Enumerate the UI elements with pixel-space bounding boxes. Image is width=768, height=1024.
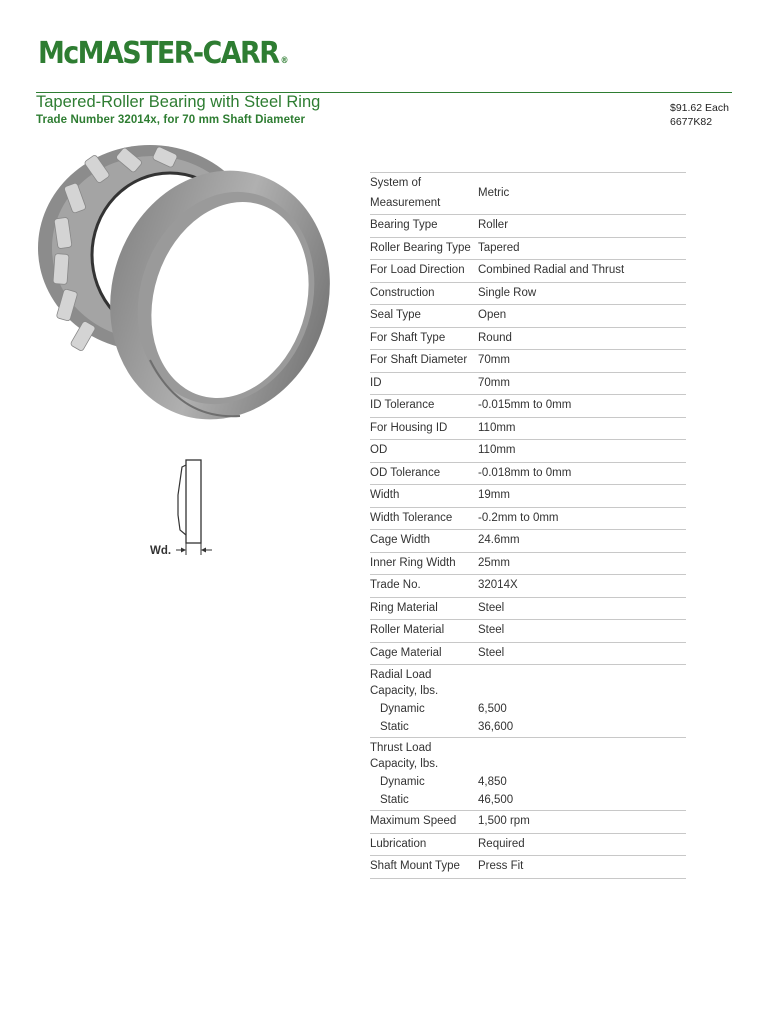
spec-row-thrust-load <box>370 738 686 811</box>
spec-label: System of Measurement <box>370 177 441 209</box>
spec-value: 110mm <box>478 421 516 434</box>
spec-row <box>370 350 686 373</box>
spec-sublabel: Static <box>380 793 409 806</box>
spec-value: 19mm <box>478 489 510 501</box>
brand-logo-text: McMASTER-CARR <box>38 36 279 71</box>
spec-label: For Load Direction <box>370 264 465 276</box>
spec-row <box>370 834 686 857</box>
spec-label: Inner Ring Width <box>370 556 456 569</box>
spec-row <box>370 811 686 834</box>
spec-label: For Shaft Type <box>370 331 446 344</box>
spec-value: 32014X <box>478 579 518 591</box>
spec-label: OD Tolerance <box>370 466 441 479</box>
spec-value: Steel <box>478 624 505 636</box>
spec-value: 70mm <box>478 376 510 389</box>
product-subtitle: Trade Number 32014x, for 70 mm Shaft Diameter <box>36 114 306 126</box>
spec-label: ID Tolerance <box>370 399 435 411</box>
spec-value: Tapered <box>478 241 520 254</box>
dimension-diagram <box>140 455 230 570</box>
spec-value: 46,500 <box>478 793 514 806</box>
spec-row <box>370 260 686 283</box>
spec-label: Width Tolerance <box>370 511 453 524</box>
spec-label: Lubrication <box>370 837 427 850</box>
spec-value: -0.2mm to 0mm <box>478 511 559 524</box>
spec-row <box>370 395 686 418</box>
spec-row <box>370 643 686 666</box>
spec-label: For Housing ID <box>370 421 448 434</box>
spec-value: 4,850 <box>478 776 507 788</box>
spec-row <box>370 485 686 508</box>
spec-row <box>370 553 686 576</box>
spec-label: Radial Load Capacity, lbs. <box>370 669 439 697</box>
spec-row-radial-load <box>370 665 686 738</box>
spec-label: Ring Material <box>370 601 438 614</box>
spec-value: Metric <box>478 186 510 199</box>
spec-value: 36,600 <box>478 720 514 733</box>
spec-value: 25mm <box>478 556 510 569</box>
spec-label: Roller Material <box>370 624 445 636</box>
spec-value: Press Fit <box>478 860 524 872</box>
spec-row <box>370 575 686 598</box>
spec-label: Thrust Load Capacity, lbs. <box>370 742 439 770</box>
spec-value: 110mm <box>478 444 516 456</box>
spec-row <box>370 173 686 215</box>
spec-value: -0.018mm to 0mm <box>478 466 572 479</box>
price-block <box>670 101 729 129</box>
spec-row <box>370 508 686 531</box>
spec-value: Combined Radial and Thrust <box>478 264 625 276</box>
spec-row <box>370 856 686 879</box>
spec-sublabel: Dynamic <box>380 776 425 788</box>
spec-row <box>370 463 686 486</box>
spec-label: For Shaft Diameter <box>370 354 468 366</box>
spec-value: 6,500 <box>478 703 507 715</box>
specifications-table <box>370 172 686 879</box>
spec-value: Round <box>478 331 512 344</box>
product-title: Tapered-Roller Bearing with Steel Ring <box>36 93 321 111</box>
spec-label: Maximum Speed <box>370 815 457 827</box>
spec-row <box>370 440 686 463</box>
width-dimension-label: Wd. <box>150 545 172 557</box>
part-number: 6677K82 <box>670 116 713 128</box>
spec-row <box>370 620 686 643</box>
spec-value: 24.6mm <box>478 534 520 546</box>
spec-label: ID <box>370 376 382 389</box>
spec-row <box>370 598 686 621</box>
brand-logo[interactable] <box>38 36 288 71</box>
spec-value: Required <box>478 837 525 850</box>
spec-label: Width <box>370 489 400 501</box>
spec-label: Roller Bearing Type <box>370 241 471 254</box>
spec-sublabel: Dynamic <box>380 703 425 715</box>
spec-value: Steel <box>478 646 505 659</box>
spec-value: Open <box>478 309 507 321</box>
spec-label: OD <box>370 444 388 456</box>
spec-value: 1,500 rpm <box>478 815 530 827</box>
spec-label: Cage Material <box>370 646 442 659</box>
spec-label: Construction <box>370 286 435 299</box>
spec-label: Shaft Mount Type <box>370 860 460 872</box>
spec-sublabel: Static <box>380 720 409 733</box>
spec-label: Seal Type <box>370 309 421 321</box>
spec-value: -0.015mm to 0mm <box>478 399 572 411</box>
spec-row <box>370 215 686 238</box>
price: $91.62 Each <box>670 102 729 114</box>
spec-row <box>370 418 686 441</box>
spec-value: Single Row <box>478 286 537 299</box>
spec-value: 70mm <box>478 354 510 366</box>
spec-row <box>370 530 686 553</box>
spec-row <box>370 373 686 396</box>
spec-row <box>370 238 686 261</box>
spec-value: Roller <box>478 219 509 231</box>
spec-row <box>370 305 686 328</box>
spec-label: Cage Width <box>370 534 431 546</box>
registered-mark: ® <box>280 55 289 66</box>
spec-row <box>370 328 686 351</box>
spec-label: Bearing Type <box>370 219 438 231</box>
spec-value: Steel <box>478 601 505 614</box>
spec-row <box>370 283 686 306</box>
bearing-image <box>30 140 330 430</box>
spec-label: Trade No. <box>370 579 421 591</box>
